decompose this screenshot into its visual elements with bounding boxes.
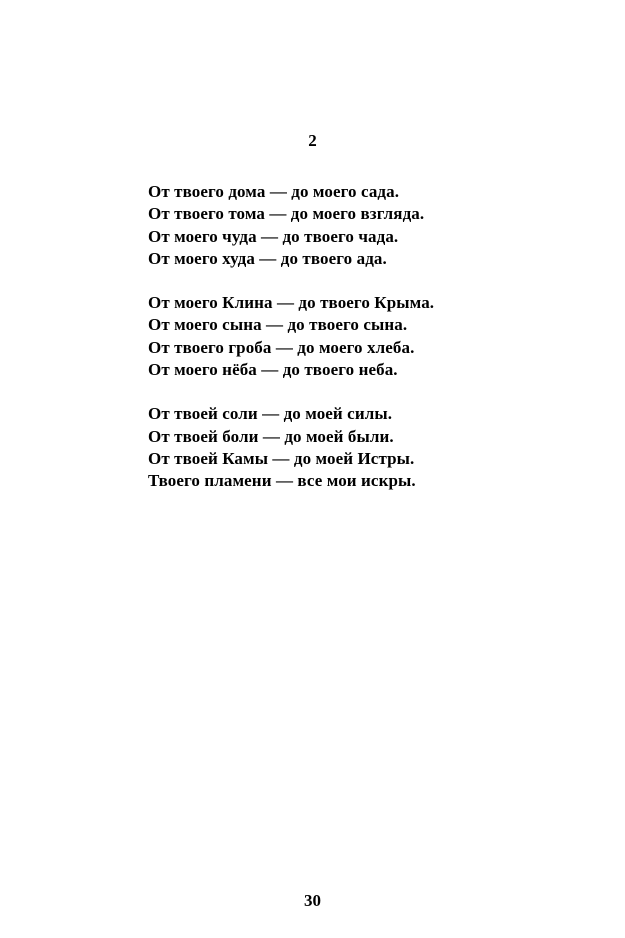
poem-line: От моего худа — до твоего ада. [148,248,387,268]
poem-line: От твоего тома — до моего взгляда. [148,204,425,224]
poem-line: От моего нёба — до твоего неба. [148,360,398,380]
poem-line: От моего Клина — до твоего Крыма. [148,293,435,313]
poem-line: От твоей боли — до моей были. [148,426,394,446]
poem-line: От моего чуда — до твоего чада. [148,226,399,246]
poem-line: От твоего дома — до моего сада. [148,182,400,201]
stanza-1 [148,181,608,270]
poem-line: От моего сына — до твоего сына. [148,315,408,335]
poem-line: От твоей соли — до моей силы. [148,404,393,424]
poem-line: От твоего гроба — до моего хлеба. [148,337,415,357]
page-number: 30 [304,891,321,910]
section-number: 2 [308,131,317,150]
poem-line: От твоей Камы — до моей Истры. [148,448,415,468]
stanza-2 [148,292,608,381]
poem-line: Твоего пламени — все мои искры. [148,471,416,491]
poem [148,181,608,515]
stanza-3 [148,403,608,492]
